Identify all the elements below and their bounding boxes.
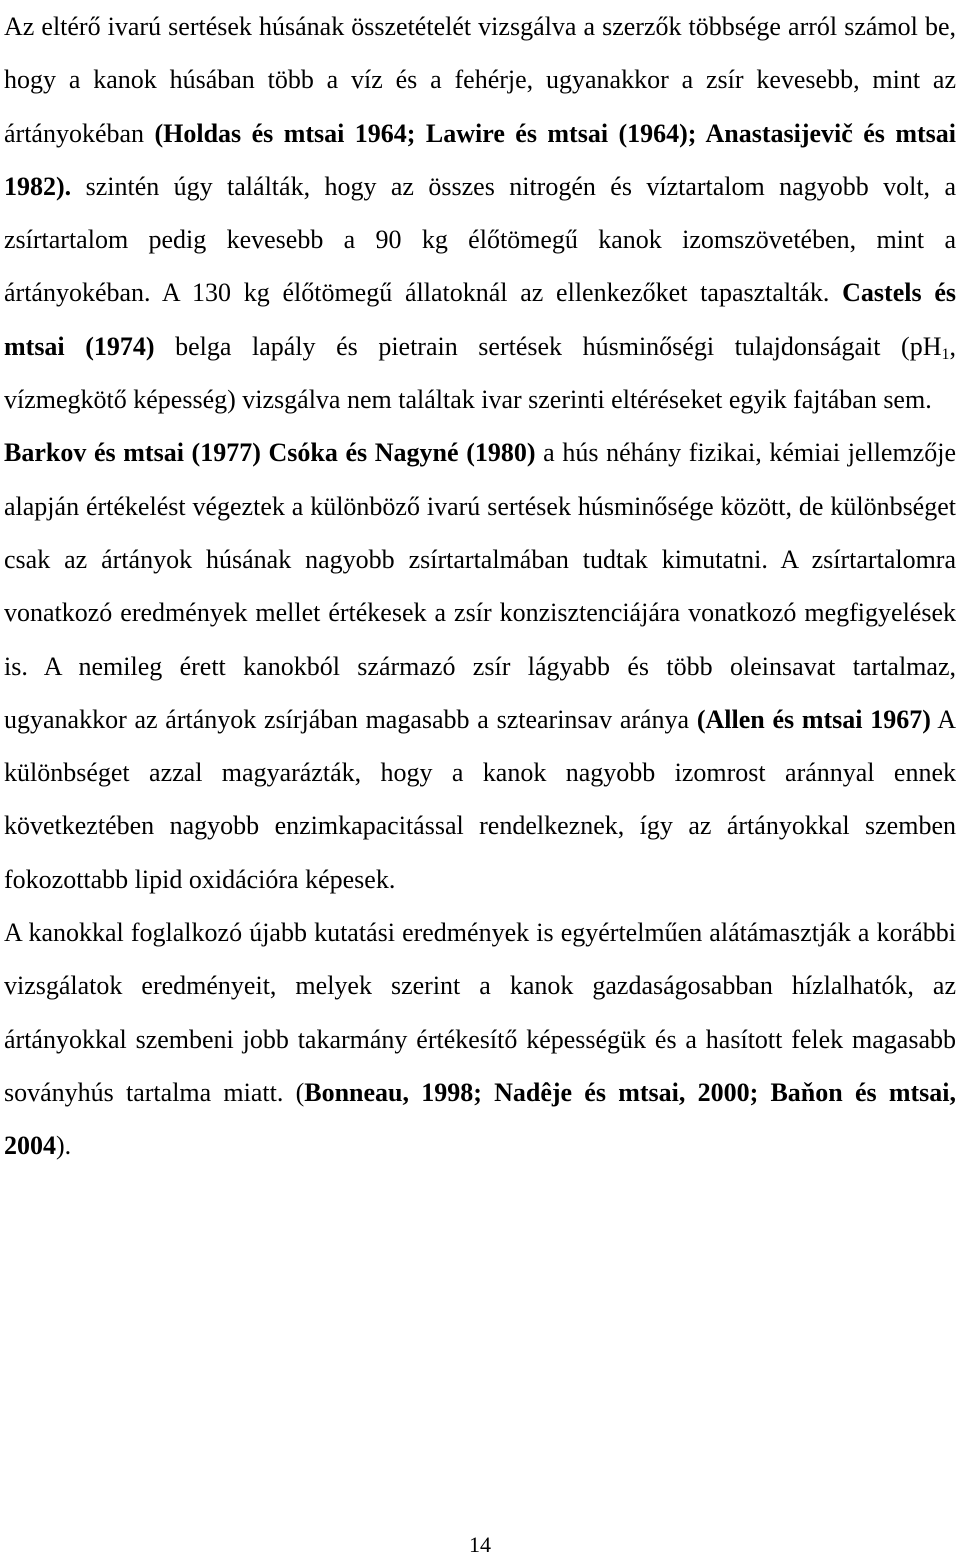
paragraph-3 — [4, 906, 956, 1172]
citation-text: (Holdas és mtsai 1964; Lawire és mtsai (1964); Anastasijevič és mtsai 1982). — [4, 118, 956, 201]
citation-text: Bonneau, 1998; Nadêje és mtsai, 2000; Baňon és mtsai, 2004 — [4, 1077, 956, 1161]
body-text — [4, 0, 956, 1173]
body-text-run: a hús néhány fizikai, kémiai jellemzője alapján értékelést végeztek a különböző ivarú sertések húsminősége között, de különbséget csak az ártányok húsának nagyobb zsírtartalmában tudtak kimutatni. A zsírtartalomra vonatkozó eredmények mellet értékesek a zsír konzisztenciájára vonatkozó megfigyelések is. A nemileg érett kanokból származó zsír lágyabb és több oleinsavat tartalmaz, ugyanakkor az ártányok zsírjában magasabb a sztearinsav aránya — [4, 438, 956, 734]
citation-text: (Allen és mtsai 1967) — [696, 704, 931, 734]
paragraph-2 — [4, 426, 956, 906]
body-text-run: szintén úgy találták, hogy az összes nitrogén és víztartalom nagyobb volt, a zsírtartalom pedig kevesebb a 90 kg élőtömegű kanok izomszövetében, mint a ártányokéban. A 130 kg élőtömegű állatoknál az ellenkezőket tapasztalták. — [4, 171, 956, 308]
body-text-run: Az eltérő ivarú sertések húsának összetételét vizsgálva a szerzők többsége arról számol be, hogy a kanok húsában több a víz és a fehérje, ugyanakkor a zsír kevesebb, mint az ártányokéban — [4, 12, 956, 148]
citation-text: Castels és mtsai (1974) — [4, 278, 957, 361]
body-text-run: A kanokkal foglalkozó újabb kutatási eredmények is egyértelműen alátámasztják a korábbi vizsgálatok eredményeit, melyek szerint a kanok gazdaságosabban hízlalhatók, az ártányokkal szembeni jobb takarmány értékesítő képességük és a hasított felek magasabb soványhús tartalma miatt. ( — [4, 918, 956, 1107]
body-text-run: ). — [56, 1131, 72, 1161]
body-text-run: A különbséget azzal magyarázták, hogy a kanok nagyobb izomrost aránnyal ennek következtében nagyobb enzimkapacitással rendelkeznek, így az ártányokkal szemben fokozottabb lipid oxidációra képesek. — [4, 704, 957, 894]
body-text-run: , vízmegkötő képesség) vizsgálva nem találtak ivar szerinti eltéréseket egyik fajtában sem. — [4, 331, 956, 415]
document-page — [4, 0, 956, 1559]
page-number: 14 — [469, 1532, 491, 1557]
body-text-run: belga lapály és pietrain sertések húsminőségi tulajdonságait (pH — [154, 331, 942, 361]
subscript-text: 1 — [941, 345, 950, 363]
paragraph-1 — [4, 0, 956, 426]
citation-text: Barkov és mtsai (1977) Csóka és Nagyné (1980) — [4, 438, 536, 468]
